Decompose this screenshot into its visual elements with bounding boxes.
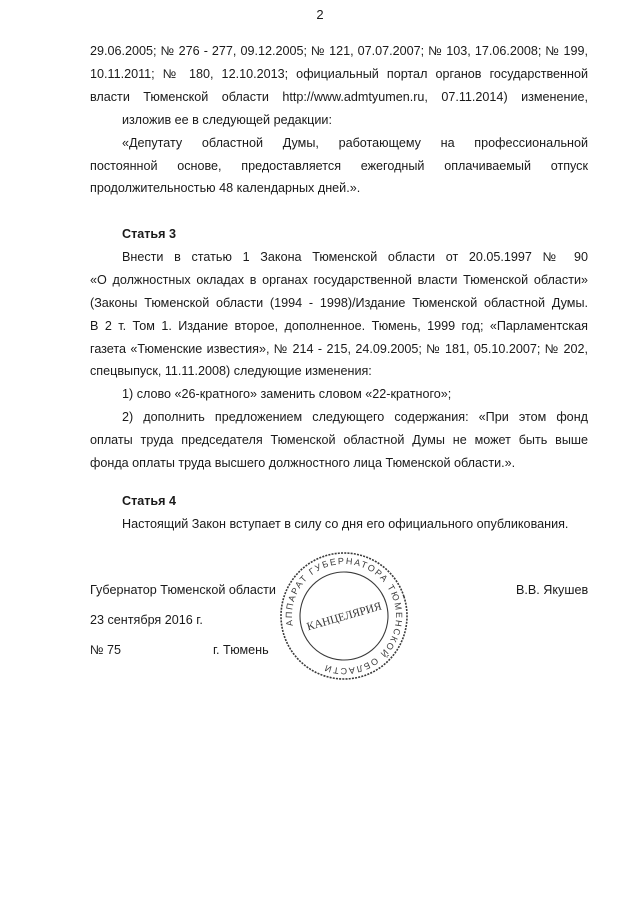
signature-date: 23 сентября 2016 г. [90,613,203,627]
article-3-heading: Статья 3 [122,227,177,241]
official-stamp [278,550,410,682]
quote-line: продолжительностью 48 календарных дней.». [90,181,361,196]
text-line: власти Тюменской области http://www.admtyumen.ru, 07.11.2014) изменение, [90,89,588,104]
continuation-paragraph [90,40,588,200]
signatory-name: В.В. Якушев [516,583,589,597]
stamp-outer-text-content: АППАРАТ ГУБЕРНАТОРА ТЮМЕНСКОЙ ОБЛАСТИ [283,555,405,677]
text-line: изложив ее в следующей редакции: [122,112,332,127]
text-line: Внести в статью 1 Закона Тюменской области от 20.05.1997 № 90 [122,249,588,264]
quote-line: «Депутату областной Думы, работающему на профессиональной [122,135,588,150]
text-line: 29.06.2005; № 276 - 277, 09.12.2005; № 121, 07.07.2007; № 103, 17.06.2008; № 199, [90,44,588,58]
text-line: 10.11.2011; № 180, 12.10.2013; официальный портал органов государственной [90,66,588,81]
list-item-2: 2) дополнить предложением следующего содержания: «При этом фонд [122,410,588,425]
text-line: оплаты труда председателя Тюменской областной Думы не может быть выше [90,433,588,448]
article-3 [90,223,588,475]
signatory-position: Губернатор Тюменской области [90,583,276,597]
text-line: газета «Тюменские известия», № 214 - 215, 24.09.2005; № 181, 05.10.2007; № 202, [90,341,588,356]
page-number: 2 [316,7,324,22]
text-line: спецвыпуск, 11.11.2008) следующие изменения: [90,364,372,379]
quote-line: постоянной основе, предоставляется ежегодный оплачиваемый отпуск [90,158,588,173]
text-line: В 2 т. Том 1. Издание второе, дополненное. Тюмень, 1999 год; «Парламентская [90,318,588,333]
text-line: (Законы Тюменской области (1994 - 1998)/Издание Тюменской областной Думы. [90,295,588,310]
text-line: фонда оплаты труда высшего должностного лица Тюменской области.». [90,456,516,471]
article-4-text: Настоящий Закон вступает в силу со дня его официального опубликования. [122,516,569,531]
stamp-center-text: КАНЦЕЛЯРИЯ [305,600,384,634]
law-number: № 75 [90,643,122,657]
signature-city: г. Тюмень [213,643,269,657]
article-4 [90,490,588,536]
text-line: «О должностных окладах в органах государственной власти Тюменской области» [90,272,588,287]
article-4-heading: Статья 4 [122,494,177,508]
list-item-1: 1) слово «26-кратного» заменить словом «22-кратного»; [122,387,452,402]
